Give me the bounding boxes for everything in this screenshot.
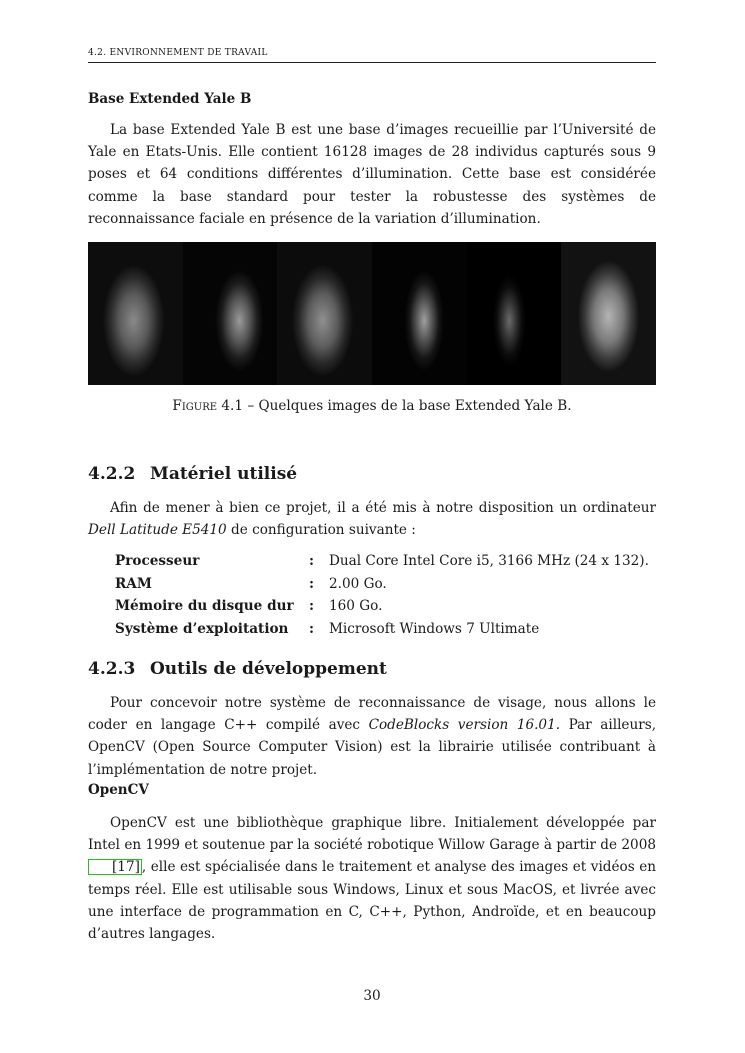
materiel-intro [88, 497, 656, 541]
face-image [467, 242, 562, 385]
intro-text-end: de configuration suivante : [226, 522, 416, 539]
opencv-text: OpenCV est une bibliothèque graphique libre. Initialement développée par Intel en 1999 et soutenue par la société robotique Willow Garage à partir de 2008 [88, 815, 656, 854]
spec-value: 160 Go. [329, 598, 383, 614]
spec-separator: : [309, 553, 315, 569]
section-title: Matériel utilisé [150, 464, 298, 484]
face-image [561, 242, 656, 385]
outils-text: Pour concevoir notre système de reconnaissance de visage, nous allons le coder en langage C++ compilé avec [88, 695, 656, 734]
section-title: Outils de développement [150, 659, 387, 679]
face-image [277, 242, 372, 385]
face-image [372, 242, 467, 385]
section-heading-outils [88, 659, 387, 679]
section-number: 4.2.3 [88, 659, 136, 679]
spec-label: Processeur [115, 553, 200, 569]
running-head: 4.2. ENVIRONNEMENT DE TRAVAIL [88, 48, 656, 63]
spec-value: Dual Core Intel Core i5, 3166 MHz (24 x 132). [329, 553, 649, 569]
section-number: 4.2.2 [88, 464, 136, 484]
yale-faces-figure [88, 242, 656, 385]
outils-text-end: Par ailleurs, OpenCV (Open Source Computer Vision) est la librairie utilisée contribuant à l’implémentation de notre projet. [88, 717, 657, 778]
spec-label: Mémoire du disque dur [115, 598, 294, 614]
intro-computer-model: Dell Latitude E5410 [88, 522, 227, 539]
yale-paragraph: La base Extended Yale B est une base d’images recueillie par l’Université de Yale en Etats-Unis. Elle contient 16128 images de 28 individus capturés sous 9 poses et 64 conditions différentes d’illumination. Cette base est considérée comme la base standard pour tester la robustesse des systèmes de reconnaissance faciale en présence de la variation d’illumination. [88, 122, 656, 227]
outils-paragraph [88, 692, 656, 781]
spec-value: Microsoft Windows 7 Ultimate [329, 620, 540, 637]
codeblocks-version: CodeBlocks version 16.01. [368, 717, 561, 734]
page-number: 30 [363, 988, 381, 1004]
spec-separator: : [309, 598, 315, 614]
figure-label: Figure 4.1 [172, 398, 243, 414]
spec-value: 2.00 Go. [329, 575, 387, 592]
opencv-title: OpenCV [88, 782, 149, 798]
opencv-paragraph [88, 812, 656, 945]
opencv-text-end: , elle est spécialisée dans le traitement et analyse des images et vidéos en temps réel. Elle est utilisable sous Windows, Linux et sous MacOS, et livrée avec une interface de programmation en C, C++, Python, Androïde, et en beaucoup d’autres langages. [88, 859, 656, 943]
section-heading-materiel [88, 464, 297, 484]
intro-text: Afin de mener à bien ce projet, il a été mis à notre disposition un ordinateur [110, 500, 656, 516]
face-image [88, 242, 183, 385]
figure-caption-text: – Quelques images de la base Extended Yale B. [243, 398, 572, 414]
face-image [183, 242, 278, 385]
yale-section-title: Base Extended Yale B [88, 91, 252, 107]
figure-caption [88, 398, 656, 414]
citation-link[interactable]: [17] [88, 859, 142, 875]
spec-separator: : [309, 620, 315, 637]
spec-label: Système d’exploitation [115, 620, 289, 637]
spec-label: RAM [115, 575, 152, 592]
spec-separator: : [309, 575, 315, 592]
